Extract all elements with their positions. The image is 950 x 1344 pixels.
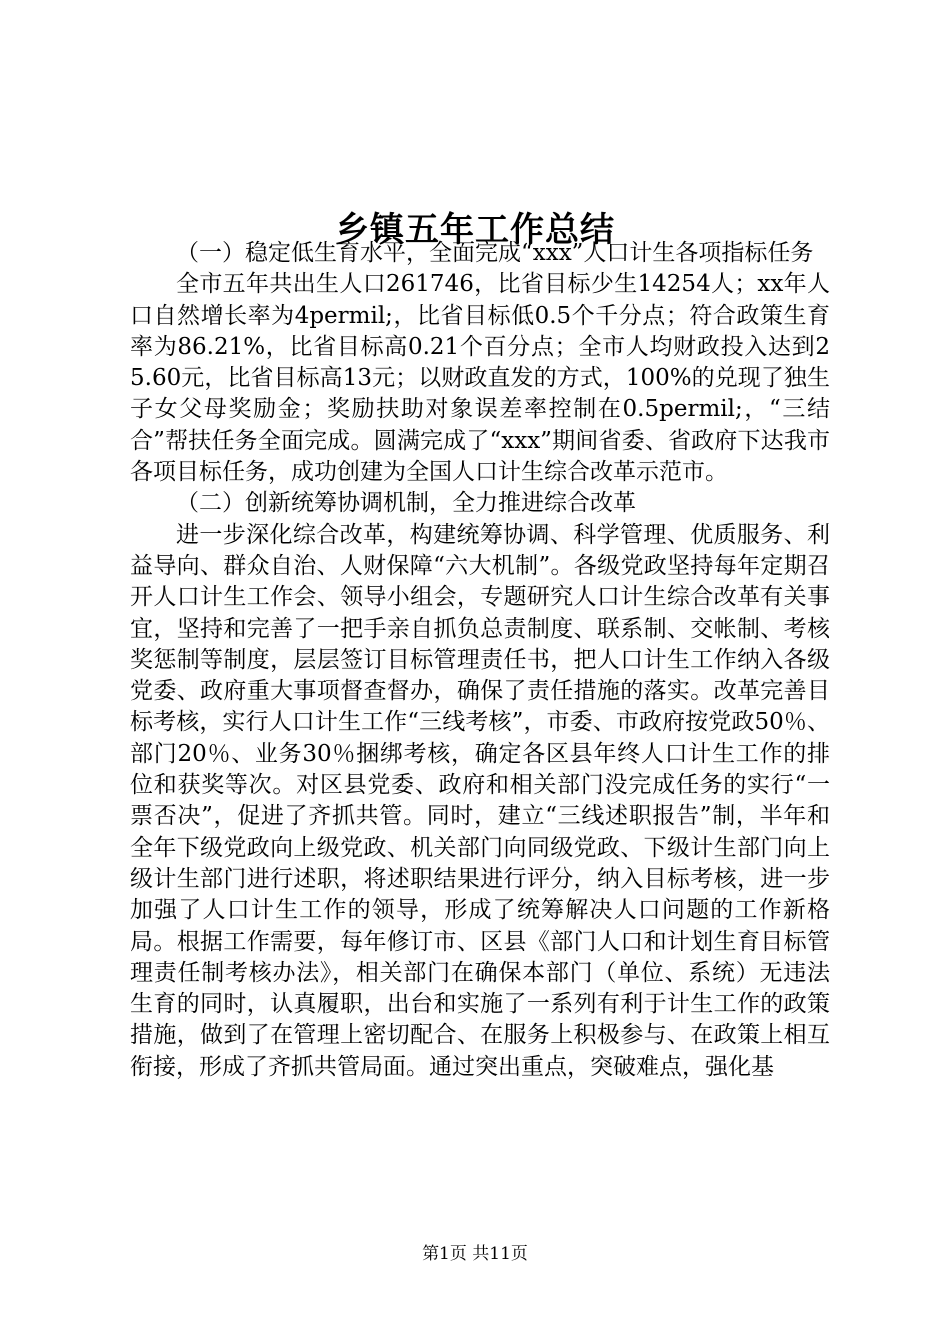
body-paragraph-2: 进一步深化综合改革，构建统筹协调、科学管理、优质服务、利益导向、群众自治、人财保障“六大机制”。各级党政坚持每年定期召开人口计生工作会、领导小组会，专题研究人口计生综合改革有关事宜，坚持和完善了一把手亲自抓负总责制度、联系制、交帐制、考核奖惩制等制度，层层签订目标管理责任书，把人口计生工作纳入各级党委、政府重大事项督查督办，确保了责任措施的落实。改革完善目标考核，实行人口计生工作“三线考核”，市委、市政府按党政50％、部门20％、业务30％捆绑考核，确定各区县年终人口计生工作的排位和获奖等次。对区县党委、政府和相关部门没完成任务的实行“一票否决”，促进了齐抓共管。同时，建立“三线述职报告”制，半年和全年下级党政向上级党政、机关部门向同级党政、下级计生部门向上级计生部门进行述职，将述职结果进行评分，纳入目标考核，进一步加强了人口计生工作的领导，形成了统筹解决人口问题的工作新格局。根据工作需要，每年修订市、区县《部门人口和计划生育目标管理责任制考核办法》，相关部门在确保本部门（单位、系统）无违法生育的同时，认真履职，出台和实施了一系列有利于计生工作的政策措施，做到了在管理上密切配合、在服务上积极参与、在政策上相互衔接，形成了齐抓共管局面。通过突出重点，突破难点，强化基: [130, 521, 830, 1080]
page-number-footer: 第1页 共11页: [422, 1244, 528, 1264]
section-heading-2: （二）创新统筹协调机制，全力推进综合改革: [176, 490, 636, 517]
body-paragraph-1: 全市五年共出生人口261746，比省目标少生14254人；xx年人口自然增长率为4permil;，比省目标低0.5个千分点；符合政策生育率为86.21%，比省目标高0.21个百分点；全市人均财政投入达到25.60元，比省目标高13元；以财政直发的方式，100%的兑现了独生子女父母奖励金；奖励扶助对象误差率控制在0.5permil;，“三结合”帮扶任务全面完成。圆满完成了“xxx”期间省委、省政府下达我市各项目标任务，成功创建为全国人口计生综合改革示范市。: [130, 271, 830, 486]
document-body: [130, 238, 830, 1083]
section-heading-1: （一）稳定低生育水平，全面完成“xxx”人口计生各项指标任务: [176, 240, 814, 266]
document-title: 乡镇五年工作总结: [335, 209, 615, 250]
